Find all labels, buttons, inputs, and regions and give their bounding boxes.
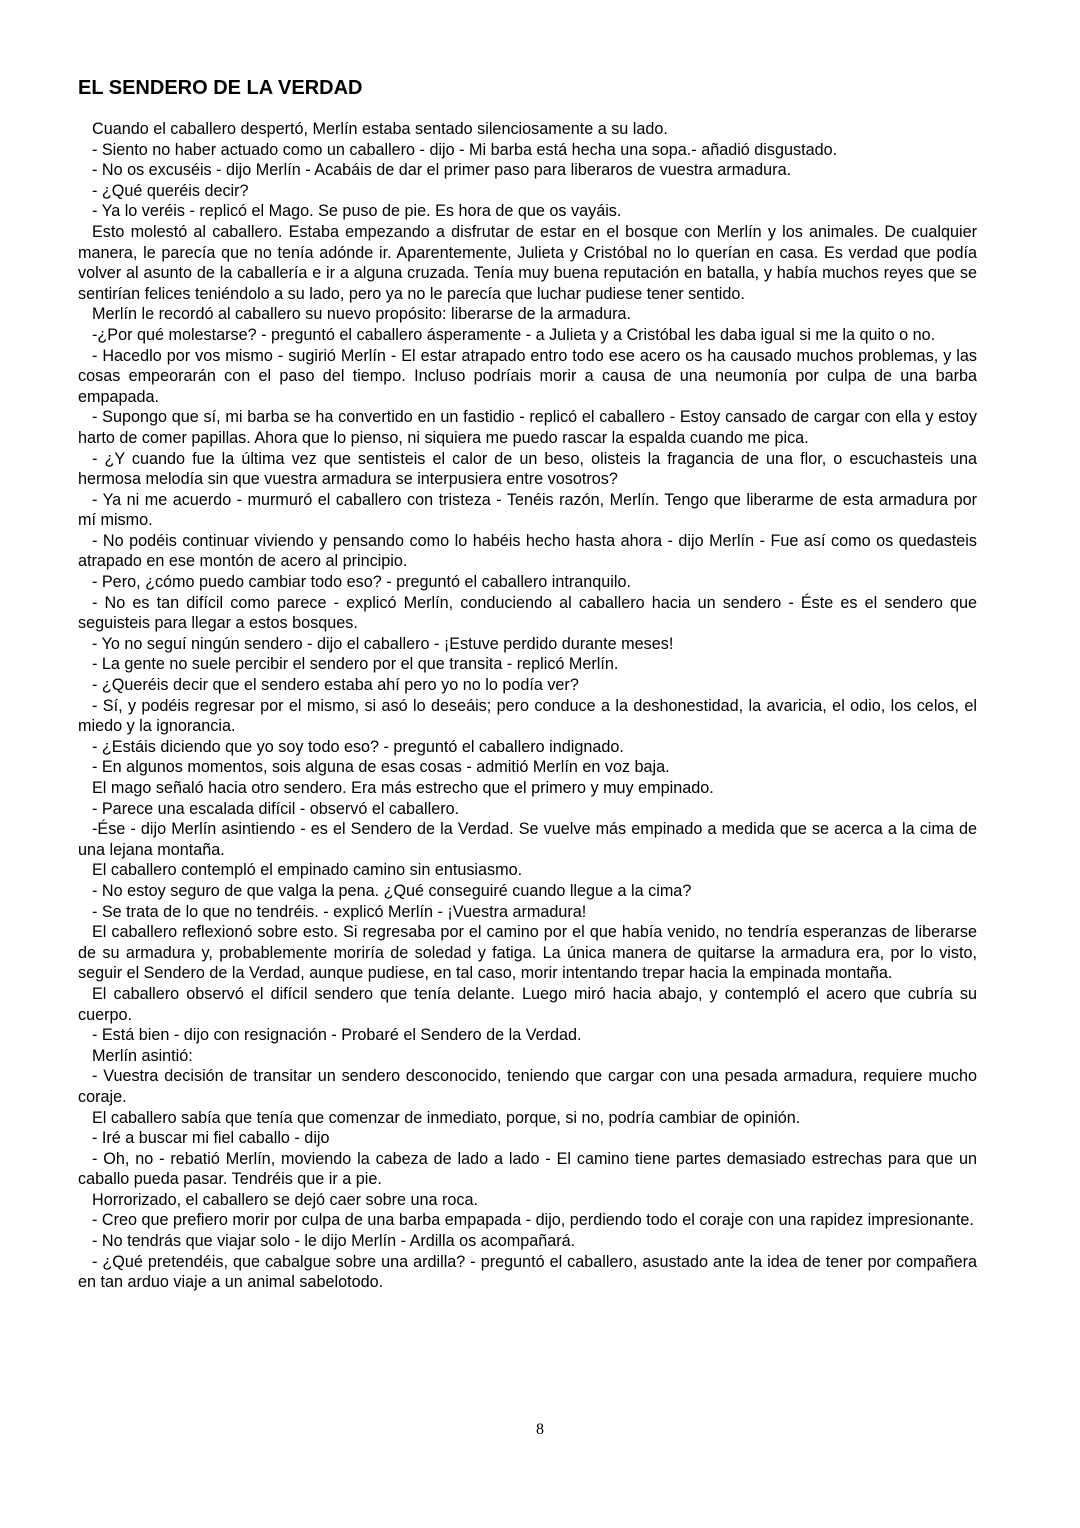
paragraph: - No estoy seguro de que valga la pena. ¿Qué conseguiré cuando llegue a la cima? (92, 881, 692, 900)
paragraph: - ¿Qué pretendéis, que cabalgue sobre una ardilla? - preguntó el caballero, asustado ante la idea de tener por compañera en tan arduo viaje a un animal sabelotodo. (78, 1252, 977, 1292)
paragraph: - Ya lo veréis - replicó el Mago. Se puso de pie. Es hora de que os vayáis. (92, 202, 622, 221)
paragraph: - Vuestra decisión de transitar un sendero desconocido, teniendo que cargar con una pesada armadura, requiere mucho coraje. (78, 1067, 977, 1106)
paragraph: - En algunos momentos, sois alguna de esas cosas - admitió Merlín en voz baja. (92, 758, 670, 777)
paragraph: - Está bien - dijo con resignación - Probaré el Sendero de la Verdad. (92, 1026, 582, 1045)
paragraph: Horrorizado, el caballero se dejó caer sobre una roca. (92, 1190, 479, 1209)
paragraph: Esto molestó al caballero. Estaba empezando a disfrutar de estar en el bosque con Merlín y los animales. De cualquier manera, le parecía que no tenía adónde ir. Aparentemente, Julieta y Cristóbal no lo querían en casa. Es verdad que podía volver al asunto de la caballería e ir a alguna cruzada. Tenía muy buena reputación en batalla, y había muchos reyes que se sentirían felices teniéndolo a su lado, pero ya no le parecía que luchar pudiese tener sentido. (78, 222, 977, 303)
paragraph: Merlín le recordó al caballero su nuevo propósito: liberarse de la armadura. (92, 305, 631, 324)
paragraph: - Hacedlo por vos mismo - sugirió Merlín - El estar atrapado entro todo ese acero os ha causado muchos problemas, y las cosas empeorarán con el paso del tiempo. Incluso podríais morir a causa de una neumonía por culpa de una barba empapada. (78, 346, 977, 406)
paragraph: - No es tan difícil como parece - explicó Merlín, conduciendo al caballero hacia un sendero - Éste es el sendero que seguisteis para llegar a estos bosques. (78, 593, 977, 633)
paragraph: El mago señaló hacia otro sendero. Era más estrecho que el primero y muy empinado. (92, 779, 714, 797)
paragraph: Cuando el caballero despertó, Merlín estaba sentado silenciosamente a su lado. (92, 120, 668, 138)
paragraph: - Parece una escalada difícil - observó el caballero. (92, 799, 460, 818)
page-number: 8 (536, 1421, 544, 1438)
paragraph: - Siento no haber actuado como un caballero - dijo - Mi barba está hecha una sopa.- añadió disgustado. (92, 140, 838, 159)
paragraph: - ¿Queréis decir que el sendero estaba ahí pero yo no lo podía ver? (92, 676, 579, 695)
paragraph: - ¿Qué queréis decir? (92, 181, 249, 200)
paragraph: - Iré a buscar mi fiel caballo - dijo (92, 1129, 330, 1148)
paragraph: - Yo no seguí ningún sendero - dijo el caballero - ¡Estuve perdido durante meses! (92, 634, 674, 653)
paragraph: -¿Por qué molestarse? - preguntó el caballero ásperamente - a Julieta y a Cristóbal les daba igual si me la quito o no. (92, 325, 936, 344)
paragraph: - ¿Y cuando fue la última vez que sentisteis el calor de un beso, olisteis la fragancia de una flor, o escuchasteis una hermosa melodía sin que vuestra armadura se interpusiera entre vosotros? (78, 449, 977, 489)
paragraph: - No podéis continuar viviendo y pensando como lo habéis hecho hasta ahora - dijo Merlín - Fue así como os quedasteis atrapado en ese montón de acero al principio. (78, 531, 977, 571)
paragraph: - Oh, no - rebatió Merlín, moviendo la cabeza de lado a lado - El camino tiene partes demasiado estrechas para que un caballo pueda pasar. Tendréis que ir a pie. (78, 1149, 977, 1189)
paragraph: - No tendrás que viajar solo - le dijo Merlín - Ardilla os acompañará. (92, 1232, 576, 1251)
paragraph: El caballero contempló el empinado camino sin entusiasmo. (92, 861, 523, 880)
paragraph: - Supongo que sí, mi barba se ha convertido en un fastidio - replicó el caballero - Estoy cansado de cargar con ella y estoy harto de comer papillas. Ahora que lo pienso, ni siquiera me puedo rascar la espalda cuando me pica. (78, 408, 977, 447)
paragraph: - Sí, y podéis regresar por el mismo, si asó lo deseáis; pero conduce a la deshonestidad, la avaricia, el odio, los celos, el miedo y la ignorancia. (78, 696, 977, 736)
paragraph: - La gente no suele percibir el sendero por el que transita - replicó Merlín. (92, 655, 619, 674)
chapter-title: EL SENDERO DE LA VERDAD (78, 77, 363, 99)
chapter-body (78, 119, 977, 1293)
paragraph: Merlín asintió: (92, 1046, 193, 1065)
document-page (78, 74, 977, 1293)
paragraph: - No os excuséis - dijo Merlín - Acabáis de dar el primer paso para liberaros de vuestra armadura. (92, 161, 792, 180)
paragraph: - Ya ni me acuerdo - murmuró el caballero con tristeza - Tenéis razón, Merlín. Tengo que liberarme de esta armadura por mí mismo. (78, 490, 977, 530)
paragraph: El caballero reflexionó sobre esto. Si regresaba por el camino por el que había venido, no tendría esperanzas de liberarse de su armadura y, probablemente moriría de soledad y fatiga. La única manera de quitarse la armadura era, por lo visto, seguir el Sendero de la Verdad, aunque pudiese, en tal caso, morir intentando trepar hacia la empinada montaña. (78, 923, 977, 983)
paragraph: El caballero sabía que tenía que comenzar de inmediato, porque, si no, podría cambiar de opinión. (92, 1108, 801, 1127)
paragraph: - ¿Estáis diciendo que yo soy todo eso? - preguntó el caballero indignado. (92, 737, 624, 756)
paragraph: - Se trata de lo que no tendréis. - explicó Merlín - ¡Vuestra armadura! (92, 902, 587, 921)
paragraph: - Pero, ¿cómo puedo cambiar todo eso? - preguntó el caballero intranquilo. (92, 573, 631, 592)
paragraph: El caballero observó el difícil sendero que tenía delante. Luego miró hacia abajo, y contempló el acero que cubría su cuerpo. (78, 984, 977, 1024)
paragraph: -Ése - dijo Merlín asintiendo - es el Sendero de la Verdad. Se vuelve más empinado a medida que se acerca a la cima de una lejana montaña. (78, 820, 977, 859)
paragraph: - Creo que prefiero morir por culpa de una barba empapada - dijo, perdiendo todo el coraje con una rapidez impresionante. (92, 1211, 974, 1230)
